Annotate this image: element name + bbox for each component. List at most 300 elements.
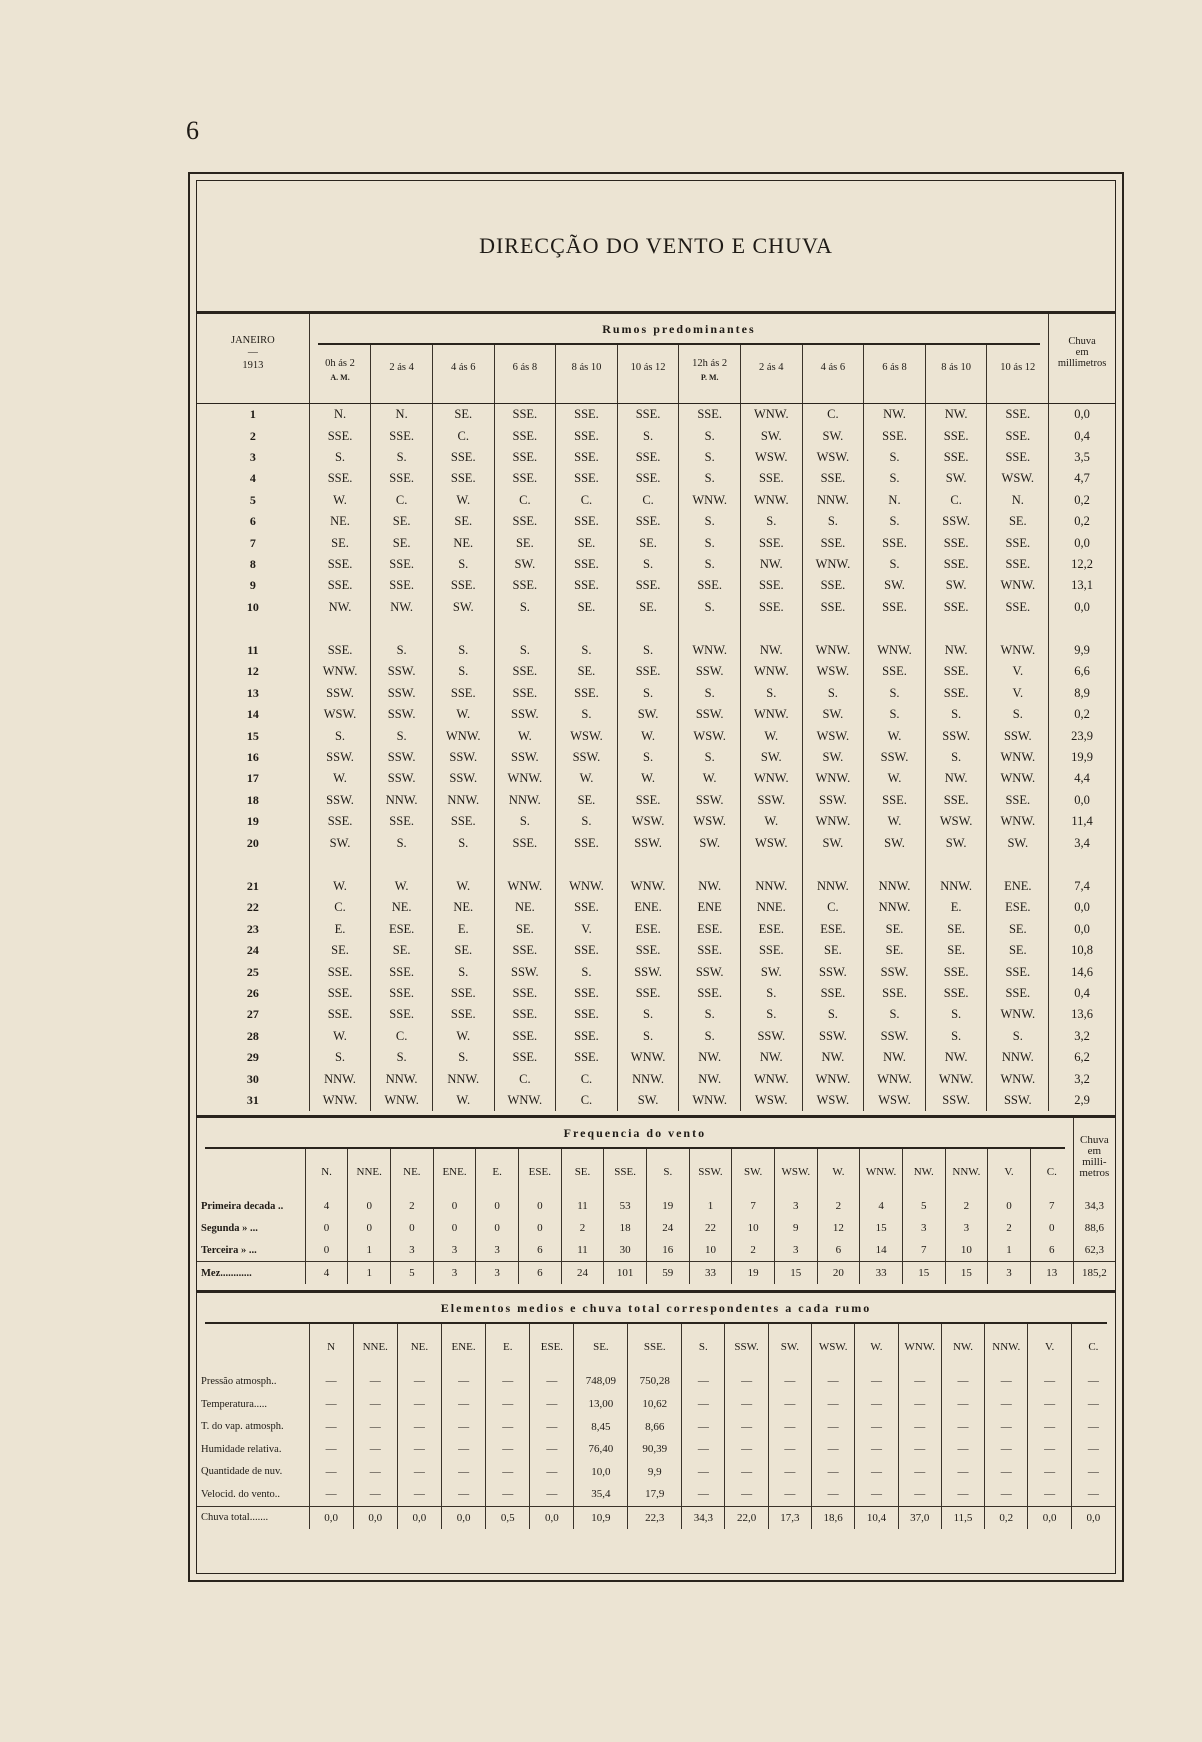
elements-cell: — <box>985 1415 1028 1438</box>
wind-direction-cell: SSE. <box>371 811 433 832</box>
wind-direction-cell: S. <box>679 597 741 618</box>
frequency-rain-cell: 34,3 <box>1073 1195 1115 1217</box>
frequency-cell: 0 <box>433 1217 476 1239</box>
hour-column-header <box>556 345 618 391</box>
day-number: 24 <box>246 943 259 958</box>
wind-direction-cell: NW. <box>925 640 987 661</box>
frequency-cell: 6 <box>519 1239 562 1262</box>
elements-cell: 750,28 <box>628 1370 682 1393</box>
frequency-cell: 2 <box>817 1195 860 1217</box>
hour-range: 6 ás 8 <box>882 362 907 373</box>
elements-cell: — <box>812 1370 855 1393</box>
elements-cell: — <box>812 1460 855 1483</box>
rain-value-cell: 3,4 <box>1049 832 1115 853</box>
elements-cell: 10,4 <box>855 1506 898 1529</box>
wind-direction-cell: W. <box>432 876 494 897</box>
day-number: 3 <box>249 449 256 464</box>
frequency-column-header: WNW. <box>860 1149 903 1195</box>
day-number: 30 <box>246 1071 259 1086</box>
wind-direction-cell: SE. <box>864 940 926 961</box>
wind-direction-cell: S. <box>925 747 987 768</box>
wind-direction-cell: SE. <box>987 919 1049 940</box>
elements-cell: — <box>725 1483 768 1506</box>
wind-direction-cell: WSW. <box>987 468 1049 489</box>
page-title: DIRECÇÃO DO VENTO E CHUVA <box>197 181 1115 314</box>
frequency-cell: 4 <box>305 1262 348 1285</box>
wind-direction-cell: SSW. <box>987 725 1049 746</box>
wind-direction-cell: W. <box>309 876 371 897</box>
wind-direction-cell: S. <box>679 554 741 575</box>
wind-direction-cell: S. <box>556 961 618 982</box>
wind-direction-cell: NW. <box>740 1047 802 1068</box>
elements-column-header: NW. <box>941 1324 984 1370</box>
day-number: 17 <box>246 771 259 786</box>
wind-direction-cell: W. <box>679 768 741 789</box>
wind-direction-cell: WNW. <box>802 554 864 575</box>
frequency-cell: 3 <box>433 1239 476 1262</box>
elements-column-header: NNE. <box>353 1324 397 1370</box>
rain-value-cell: 0,2 <box>1049 704 1115 725</box>
wind-direction-cell: SSE. <box>556 897 618 918</box>
wind-direction-cell: SE. <box>432 511 494 532</box>
frequency-cell: 0 <box>305 1217 348 1239</box>
wind-direction-cell: SSE. <box>494 575 556 596</box>
day-number: 13 <box>246 685 259 700</box>
hour-range: 2 ás 4 <box>389 362 414 373</box>
wind-direction-cell: S. <box>679 425 741 446</box>
table-row <box>197 683 1115 704</box>
elements-cell: — <box>1071 1393 1115 1416</box>
day-number: 10 <box>246 599 259 614</box>
frequency-column-header: S. <box>646 1149 689 1195</box>
wind-direction-cell: SSE. <box>309 1004 371 1025</box>
wind-direction-cell: NW. <box>740 640 802 661</box>
month-header <box>197 314 309 391</box>
table-row <box>197 511 1115 532</box>
frequency-cell: 0 <box>348 1217 391 1239</box>
wind-direction-cell: S. <box>679 511 741 532</box>
wind-direction-cell: WSW. <box>802 1090 864 1111</box>
hour-range: 10 ás 12 <box>630 362 666 373</box>
elements-cell: — <box>855 1438 898 1461</box>
wind-direction-cell: S. <box>371 1047 433 1068</box>
wind-direction-cell: WSW. <box>740 832 802 853</box>
wind-direction-cell: SSE. <box>371 468 433 489</box>
frequency-cell: 4 <box>860 1195 903 1217</box>
elements-column-header: ENE. <box>442 1324 486 1370</box>
wind-direction-cell: W. <box>617 768 679 789</box>
elements-cell: — <box>397 1438 441 1461</box>
rain-value-cell: 0,0 <box>1049 532 1115 553</box>
table-row <box>197 811 1115 832</box>
day-number: 11 <box>247 643 259 658</box>
wind-direction-cell: S. <box>864 468 926 489</box>
table-row <box>197 1415 1115 1438</box>
table-row <box>197 919 1115 940</box>
wind-direction-cell: SSE. <box>987 554 1049 575</box>
frequency-row-label: Primeira decada .. <box>201 1200 284 1212</box>
decade-gap <box>197 618 1115 640</box>
wind-direction-cell: NW. <box>740 554 802 575</box>
elements-cell: — <box>941 1370 984 1393</box>
wind-direction-cell: WSW. <box>679 811 741 832</box>
wind-direction-cell: NW. <box>309 597 371 618</box>
frequency-section <box>197 1115 1115 1284</box>
frequency-cell: 0 <box>433 1195 476 1217</box>
elements-cell: — <box>898 1370 941 1393</box>
frequency-cell: 3 <box>902 1217 945 1239</box>
frequency-cell: 15 <box>945 1262 988 1285</box>
rain-value-cell: 0,0 <box>1049 790 1115 811</box>
elements-cell: — <box>812 1438 855 1461</box>
day-number: 28 <box>246 1028 259 1043</box>
wind-direction-cell: SSE. <box>987 790 1049 811</box>
wind-direction-cell: SSW. <box>740 1026 802 1047</box>
wind-direction-cell: WNW. <box>987 768 1049 789</box>
table-row <box>197 704 1115 725</box>
elements-cell: — <box>1071 1460 1115 1483</box>
table-row <box>197 1217 1115 1239</box>
elements-column-header: N <box>309 1324 353 1370</box>
elements-cell: 0,0 <box>530 1506 574 1529</box>
day-number: 9 <box>249 578 256 593</box>
wind-direction-cell: WSW. <box>802 725 864 746</box>
wind-direction-cell: SSE. <box>432 983 494 1004</box>
day-number: 8 <box>249 556 256 571</box>
elements-cell: — <box>1028 1438 1071 1461</box>
day-number: 19 <box>246 814 259 829</box>
day-number: 25 <box>246 964 259 979</box>
header-rule <box>197 391 1115 404</box>
wind-direction-cell: SSE. <box>432 683 494 704</box>
wind-direction-cell: NNW. <box>740 876 802 897</box>
wind-direction-cell: S. <box>494 597 556 618</box>
hour-column-header <box>309 345 371 391</box>
wind-direction-cell: SSE. <box>371 575 433 596</box>
wind-direction-cell: W. <box>371 876 433 897</box>
table-row <box>197 1460 1115 1483</box>
frequency-cell: 2 <box>988 1217 1031 1239</box>
rumos-group-header <box>309 314 1048 345</box>
wind-direction-cell: SSW. <box>494 704 556 725</box>
wind-direction-cell: SSW. <box>309 683 371 704</box>
elements-cell: — <box>397 1415 441 1438</box>
elements-cell: — <box>530 1460 574 1483</box>
day-number: 18 <box>246 792 259 807</box>
wind-direction-cell: NW. <box>371 597 433 618</box>
wind-direction-cell: S. <box>617 554 679 575</box>
wind-direction-cell: SSW. <box>864 961 926 982</box>
wind-direction-cell: WSW. <box>740 447 802 468</box>
wind-direction-cell: S. <box>309 725 371 746</box>
frequency-cell: 18 <box>604 1217 647 1239</box>
wind-direction-cell: S. <box>740 683 802 704</box>
hour-period <box>433 375 494 385</box>
elements-cell: — <box>941 1483 984 1506</box>
hour-range: 4 ás 6 <box>820 362 846 373</box>
rain-header-line: milli- <box>1082 1155 1107 1168</box>
wind-direction-cell: WNW. <box>740 704 802 725</box>
frequency-cell: 33 <box>689 1262 732 1285</box>
wind-direction-cell: SW. <box>802 425 864 446</box>
wind-direction-cell: SW. <box>864 575 926 596</box>
elements-cell: — <box>941 1415 984 1438</box>
wind-direction-cell: S. <box>432 554 494 575</box>
wind-direction-cell: S. <box>679 683 741 704</box>
wind-direction-cell: V. <box>987 683 1049 704</box>
wind-direction-cell: C. <box>309 897 371 918</box>
wind-direction-cell: SSW. <box>371 704 433 725</box>
wind-direction-cell: SSW. <box>371 768 433 789</box>
elements-cell: — <box>486 1438 530 1461</box>
day-number: 1 <box>249 407 256 422</box>
frequency-cell: 7 <box>902 1239 945 1262</box>
hour-column-header <box>987 345 1049 391</box>
wind-direction-cell: S. <box>802 1004 864 1025</box>
elements-cell: 0,0 <box>397 1506 441 1529</box>
wind-direction-cell: SSE. <box>617 447 679 468</box>
elements-cell: — <box>985 1438 1028 1461</box>
wind-direction-cell: SSE. <box>494 661 556 682</box>
elements-row-label: Velocid. do vento.. <box>201 1488 281 1500</box>
wind-direction-cell: SE. <box>556 532 618 553</box>
hour-column-header <box>679 345 741 391</box>
elements-cell: — <box>1071 1370 1115 1393</box>
wind-direction-cell: WNW. <box>925 1068 987 1089</box>
elements-cell: 22,3 <box>628 1506 682 1529</box>
wind-direction-cell: S. <box>371 447 433 468</box>
hour-range: 8 ás 10 <box>571 362 602 373</box>
elements-cell: — <box>442 1460 486 1483</box>
wind-direction-cell: SSW. <box>556 747 618 768</box>
wind-direction-cell: NW. <box>925 1047 987 1068</box>
elements-cell: — <box>397 1370 441 1393</box>
frequency-title: Frequencia do vento <box>563 1126 707 1141</box>
wind-direction-cell: SSW. <box>432 747 494 768</box>
elements-cell: — <box>941 1438 984 1461</box>
frequency-cell: 33 <box>860 1262 903 1285</box>
day-number: 6 <box>249 514 256 529</box>
elements-cell: — <box>397 1393 441 1416</box>
frequency-cell: 0 <box>988 1195 1031 1217</box>
wind-direction-cell: NNW. <box>987 1047 1049 1068</box>
elements-cell: — <box>855 1393 898 1416</box>
wind-direction-cell: SSW. <box>494 747 556 768</box>
elements-cell: — <box>486 1483 530 1506</box>
elements-cell: — <box>898 1483 941 1506</box>
frequency-table <box>197 1118 1115 1284</box>
wind-direction-cell: S. <box>802 511 864 532</box>
wind-direction-cell: NE. <box>432 532 494 553</box>
wind-direction-cell: W. <box>740 811 802 832</box>
frequency-column-header: WSW. <box>774 1149 817 1195</box>
rumos-title: Rumos predominantes <box>602 322 756 336</box>
wind-direction-cell: SSE. <box>556 1047 618 1068</box>
wind-direction-cell: SE. <box>925 940 987 961</box>
elements-cell: — <box>309 1483 353 1506</box>
elements-cell: — <box>725 1415 768 1438</box>
hour-period <box>556 375 617 385</box>
wind-direction-cell: SSE. <box>740 575 802 596</box>
wind-direction-cell: NW. <box>864 404 926 426</box>
frequency-cell: 3 <box>774 1195 817 1217</box>
wind-direction-cell: SSW. <box>802 1026 864 1047</box>
wind-direction-cell: SSE. <box>987 425 1049 446</box>
frequency-column-header: ESE. <box>519 1149 562 1195</box>
table-row <box>197 725 1115 746</box>
wind-direction-cell: SSE. <box>556 511 618 532</box>
table-row <box>197 1004 1115 1025</box>
wind-direction-cell: SSE. <box>494 683 556 704</box>
frequency-cell: 0 <box>391 1217 434 1239</box>
frequency-cell: 16 <box>646 1239 689 1262</box>
wind-direction-cell: SSE. <box>494 1047 556 1068</box>
wind-direction-cell: SSE. <box>987 404 1049 426</box>
wind-direction-cell: SSE. <box>371 554 433 575</box>
wind-direction-cell: SW. <box>802 747 864 768</box>
rain-value-cell: 6,2 <box>1049 1047 1115 1068</box>
wind-direction-cell: SE. <box>556 661 618 682</box>
wind-direction-cell: E. <box>309 919 371 940</box>
frequency-rain-cell: 62,3 <box>1073 1239 1115 1262</box>
wind-direction-cell: S. <box>925 704 987 725</box>
wind-direction-cell: ESE. <box>617 919 679 940</box>
wind-direction-cell: S. <box>556 811 618 832</box>
elements-cell: 8,66 <box>628 1415 682 1438</box>
day-number: 20 <box>246 835 259 850</box>
hour-range: 8 ás 10 <box>941 362 971 373</box>
elements-cell: 0,5 <box>486 1506 530 1529</box>
elements-cell: — <box>486 1415 530 1438</box>
wind-direction-cell: WNW. <box>494 876 556 897</box>
elements-cell: — <box>1028 1370 1071 1393</box>
wind-direction-cell: SSE. <box>864 983 926 1004</box>
hour-period <box>741 375 802 385</box>
wind-direction-cell: SSE. <box>864 597 926 618</box>
elements-cell: 9,9 <box>628 1460 682 1483</box>
frequency-column-header: SW. <box>732 1149 775 1195</box>
wind-direction-cell: SSW. <box>679 661 741 682</box>
wind-direction-cell: SSE. <box>309 468 371 489</box>
wind-direction-cell: WNW. <box>740 1068 802 1089</box>
wind-direction-cell: SW. <box>802 832 864 853</box>
frequency-cell: 30 <box>604 1239 647 1262</box>
wind-direction-cell: SSE. <box>309 961 371 982</box>
frequency-cell: 13 <box>1030 1262 1073 1285</box>
elements-cell: 0,0 <box>442 1506 486 1529</box>
frequency-cell: 1 <box>348 1262 391 1285</box>
table-row <box>197 575 1115 596</box>
day-number: 12 <box>246 664 259 679</box>
wind-direction-cell: WNW. <box>740 661 802 682</box>
wind-direction-cell: SSE. <box>494 404 556 426</box>
hour-period <box>926 375 987 385</box>
frequency-cell: 3 <box>476 1239 519 1262</box>
decade-gap <box>197 854 1115 876</box>
wind-direction-cell: SSW. <box>802 961 864 982</box>
table-row <box>197 1239 1115 1262</box>
wind-direction-cell: NW. <box>925 768 987 789</box>
elements-cell: 37,0 <box>898 1506 941 1529</box>
elements-cell: — <box>442 1415 486 1438</box>
wind-direction-cell: SSE. <box>679 940 741 961</box>
frequency-cell: 10 <box>689 1239 732 1262</box>
wind-direction-cell: NNW. <box>617 1068 679 1089</box>
rain-value-cell: 0,2 <box>1049 511 1115 532</box>
wind-direction-cell: SSE. <box>494 832 556 853</box>
wind-direction-cell: SW. <box>925 468 987 489</box>
wind-direction-cell: E. <box>925 897 987 918</box>
wind-direction-cell: SE. <box>432 404 494 426</box>
elements-column-header: NNW. <box>985 1324 1028 1370</box>
wind-direction-cell: S. <box>556 640 618 661</box>
wind-direction-cell: SSE. <box>617 790 679 811</box>
wind-direction-cell: S. <box>802 683 864 704</box>
wind-direction-cell: NNW. <box>494 790 556 811</box>
elements-column-header: WNW. <box>898 1324 941 1370</box>
frequency-column-header: E. <box>476 1149 519 1195</box>
wind-direction-cell: WNW. <box>802 811 864 832</box>
elements-cell: 748,09 <box>574 1370 628 1393</box>
elements-cell: — <box>353 1370 397 1393</box>
frequency-cell: 20 <box>817 1262 860 1285</box>
wind-direction-cell: C. <box>925 490 987 511</box>
wind-direction-cell: C. <box>556 1068 618 1089</box>
frequency-column-header: W. <box>817 1149 860 1195</box>
frequency-cell: 10 <box>732 1217 775 1239</box>
wind-direction-cell: SSE. <box>617 983 679 1004</box>
hour-range: 10 ás 12 <box>1000 362 1036 373</box>
wind-direction-cell: SW. <box>740 425 802 446</box>
elements-table <box>197 1293 1115 1529</box>
day-number: 14 <box>246 707 259 722</box>
elements-cell: — <box>309 1370 353 1393</box>
elements-cell: 0,0 <box>1028 1506 1071 1529</box>
wind-direction-cell: S. <box>987 704 1049 725</box>
wind-direction-cell: W. <box>864 768 926 789</box>
frequency-cell: 11 <box>561 1239 604 1262</box>
wind-direction-cell: S. <box>864 447 926 468</box>
wind-direction-cell: S. <box>617 1026 679 1047</box>
hour-period <box>371 375 432 385</box>
wind-direction-table <box>197 314 1115 1111</box>
wind-direction-cell: V. <box>987 661 1049 682</box>
elements-cell: — <box>1028 1393 1071 1416</box>
wind-direction-cell: SSE. <box>740 940 802 961</box>
wind-direction-cell: W. <box>617 725 679 746</box>
rain-value-cell: 0,4 <box>1049 983 1115 1004</box>
wind-direction-cell: S. <box>679 532 741 553</box>
wind-direction-cell: SSE. <box>309 575 371 596</box>
wind-direction-cell: C. <box>371 1026 433 1047</box>
wind-direction-cell: W. <box>432 704 494 725</box>
wind-direction-cell: S. <box>740 511 802 532</box>
wind-direction-cell: SSE. <box>494 468 556 489</box>
table-row <box>197 1047 1115 1068</box>
year-label: 1913 <box>242 359 264 371</box>
elements-cell: 18,6 <box>812 1506 855 1529</box>
hour-range: 6 ás 8 <box>512 362 538 373</box>
elements-cell: 8,45 <box>574 1415 628 1438</box>
wind-direction-cell: SSE. <box>802 468 864 489</box>
wind-direction-cell: W. <box>864 725 926 746</box>
hour-period <box>864 375 925 385</box>
rain-value-cell: 0,0 <box>1049 404 1115 426</box>
elements-cell: — <box>682 1393 725 1416</box>
frequency-column-header: V. <box>988 1149 1031 1195</box>
elements-cell: — <box>309 1393 353 1416</box>
wind-direction-cell: S. <box>617 683 679 704</box>
